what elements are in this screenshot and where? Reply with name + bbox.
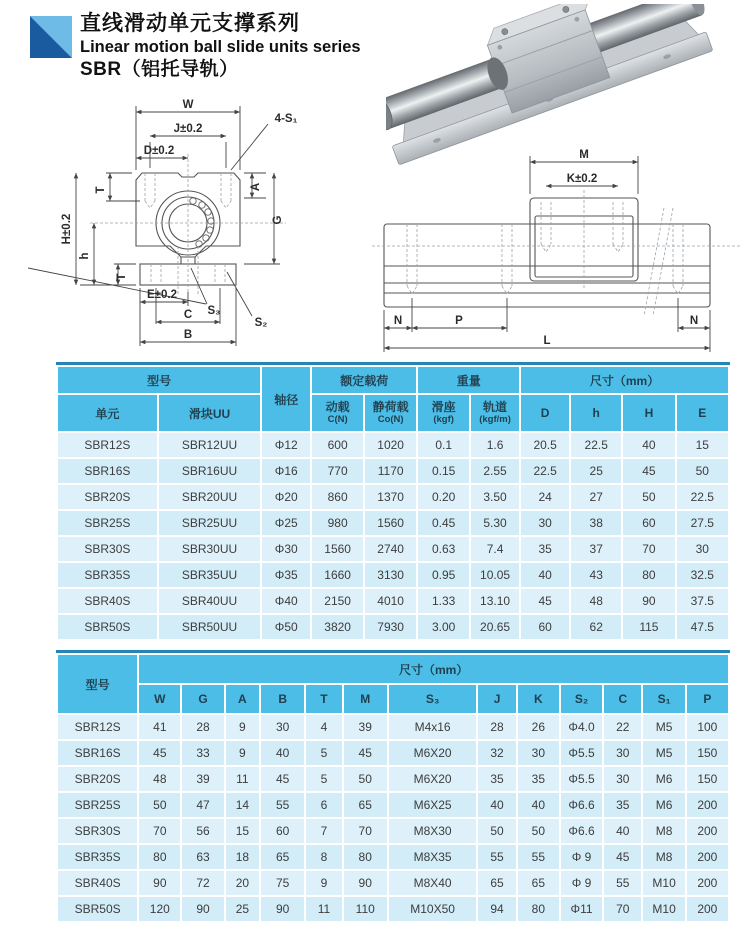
column-header-slide-weight xyxy=(418,395,469,431)
table-cell: 62 xyxy=(571,615,621,639)
table-cell: 8 xyxy=(306,845,341,869)
table-cell: 200 xyxy=(687,793,728,817)
table-row xyxy=(58,511,728,535)
column-header-block: 滑块UU xyxy=(159,395,260,431)
model-cell: SBR12S xyxy=(58,715,137,739)
table-cell: 120 xyxy=(139,897,180,921)
table-cell: 1560 xyxy=(312,537,363,561)
table-cell: 35 xyxy=(521,537,569,561)
table-cell: 770 xyxy=(312,459,363,483)
page-subtitle: SBR（铝托导轨） xyxy=(80,58,239,80)
table-cell: 60 xyxy=(623,511,674,535)
table-cell: 200 xyxy=(687,819,728,843)
table-cell: 45 xyxy=(139,741,180,765)
table-cell: 38 xyxy=(571,511,621,535)
table-cell: 40 xyxy=(518,793,559,817)
column-header-static-load xyxy=(365,395,416,431)
table-cell: 18 xyxy=(226,845,259,869)
table-cell: M10X50 xyxy=(389,897,477,921)
rail-outline xyxy=(384,224,710,307)
table-cell: 55 xyxy=(604,871,641,895)
table-cell: 27.5 xyxy=(677,511,728,535)
table-cell: 0.1 xyxy=(418,433,469,457)
table-row xyxy=(58,871,728,895)
table-cell: 32 xyxy=(478,741,515,765)
column-group-dimensions: 尺寸（mm） xyxy=(139,655,728,683)
table-row xyxy=(58,459,728,483)
table-cell: 33 xyxy=(182,741,223,765)
table-cell: 0.20 xyxy=(418,485,469,509)
table-cell: 2740 xyxy=(365,537,416,561)
spec-table-1 xyxy=(56,365,730,641)
column-header-h: h xyxy=(571,395,621,431)
dim-p: P xyxy=(455,315,463,327)
column-group-rated-load: 额定载荷 xyxy=(312,367,416,393)
table-cell: Φ35 xyxy=(262,563,310,587)
table-cell: 9 xyxy=(226,715,259,739)
column-header: W xyxy=(139,685,180,713)
table-cell: 14 xyxy=(226,793,259,817)
table-row xyxy=(58,563,728,587)
table-cell: 72 xyxy=(182,871,223,895)
table-cell: Φ20 xyxy=(262,485,310,509)
table-cell: 70 xyxy=(139,819,180,843)
table-cell: Φ5.5 xyxy=(561,741,602,765)
table-cell: 150 xyxy=(687,767,728,791)
table-cell: 65 xyxy=(518,871,559,895)
model-cell: SBR40S xyxy=(58,871,137,895)
table-cell: Φ6.6 xyxy=(561,793,602,817)
table-cell: 45 xyxy=(344,741,387,765)
table-cell: SBR50UU xyxy=(159,615,260,639)
table-cell: 50 xyxy=(518,819,559,843)
table-cell: SBR40UU xyxy=(159,589,260,613)
table-cell: 20.65 xyxy=(471,615,519,639)
table-cell: M8 xyxy=(643,819,684,843)
table-cell: 0.45 xyxy=(418,511,469,535)
header-sub: (kgf) xyxy=(433,413,454,425)
dimension-labels xyxy=(61,99,298,341)
model-cell: SBR16S xyxy=(58,741,137,765)
header-sub: (kgf/m) xyxy=(479,413,511,425)
table-cell: 35 xyxy=(604,793,641,817)
table-cell: 200 xyxy=(687,845,728,869)
table-cell: 65 xyxy=(261,845,304,869)
model-cell: SBR50S xyxy=(58,897,137,921)
table-cell: 30 xyxy=(677,537,728,561)
table-cell: M6X20 xyxy=(389,767,477,791)
table-cell: 1660 xyxy=(312,563,363,587)
table-cell: 150 xyxy=(687,741,728,765)
model-cell: SBR12S xyxy=(58,433,157,457)
table-cell: 25 xyxy=(226,897,259,921)
table-cell: M4x16 xyxy=(389,715,477,739)
table-cell: M10 xyxy=(643,897,684,921)
table-cell: Φ16 xyxy=(262,459,310,483)
column-header: J xyxy=(478,685,515,713)
table-cell: M5 xyxy=(643,741,684,765)
table-cell: 9 xyxy=(306,871,341,895)
table-cell: 60 xyxy=(521,615,569,639)
dim-m: M xyxy=(579,149,589,161)
table-cell: SBR30UU xyxy=(159,537,260,561)
page-title-en: Linear motion ball slide units series xyxy=(80,37,361,56)
table-row xyxy=(58,589,728,613)
table-cell: 40 xyxy=(623,433,674,457)
table-cell: 39 xyxy=(344,715,387,739)
model-cell: SBR30S xyxy=(58,537,157,561)
dim-j: J±0.2 xyxy=(173,123,203,135)
table-cell: 27 xyxy=(571,485,621,509)
table-cell: 55 xyxy=(518,845,559,869)
column-header: S₁ xyxy=(643,685,684,713)
table-row xyxy=(58,741,728,765)
table2-header-row-1 xyxy=(58,655,728,683)
table-cell: M6X20 xyxy=(389,741,477,765)
table1-header-row-1 xyxy=(58,367,728,393)
column-header: S₃ xyxy=(389,685,477,713)
header-sub: C(N) xyxy=(327,413,348,425)
table-cell: 7 xyxy=(306,819,341,843)
table-cell: 0.15 xyxy=(418,459,469,483)
table-cell: 7930 xyxy=(365,615,416,639)
spec-table-2 xyxy=(56,653,730,923)
dim-t-bottom: T xyxy=(116,273,128,281)
page-title-cn: 直线滑动单元支撑系列 xyxy=(80,12,300,35)
model-cell: SBR20S xyxy=(58,485,157,509)
table-cell: 20 xyxy=(226,871,259,895)
table-cell: Φ6.6 xyxy=(561,819,602,843)
table-row xyxy=(58,767,728,791)
dim-c: C xyxy=(183,309,193,321)
table-cell: Φ5.5 xyxy=(561,767,602,791)
dim-s1: 4-S₁ xyxy=(274,113,298,125)
model-cell: SBR25S xyxy=(58,511,157,535)
table-cell: 6 xyxy=(306,793,341,817)
table-cell: 32.5 xyxy=(677,563,728,587)
table-cell: 15 xyxy=(226,819,259,843)
table-row xyxy=(58,793,728,817)
header-main: 轨道 xyxy=(483,399,508,414)
table-cell: 22.5 xyxy=(571,433,621,457)
table-cell: 70 xyxy=(604,897,641,921)
column-header-H: H xyxy=(623,395,674,431)
table-cell: 24 xyxy=(521,485,569,509)
table-cell: 30 xyxy=(604,741,641,765)
table-row xyxy=(58,537,728,561)
dim-w: W xyxy=(182,99,194,111)
table-cell: 80 xyxy=(344,845,387,869)
product-photo xyxy=(386,4,726,196)
table-cell: 10.05 xyxy=(471,563,519,587)
table-cell: Φ4.0 xyxy=(561,715,602,739)
dim-s2: S₂ xyxy=(254,317,268,329)
column-group-model: 型号 xyxy=(58,367,260,393)
header-main: 静荷载 xyxy=(372,399,409,414)
table-cell: M6X25 xyxy=(389,793,477,817)
column-header: C xyxy=(604,685,641,713)
table-cell: 50 xyxy=(344,767,387,791)
table-cell: 47.5 xyxy=(677,615,728,639)
table-cell: 2150 xyxy=(312,589,363,613)
table-cell: SBR16UU xyxy=(159,459,260,483)
table-cell: M8X35 xyxy=(389,845,477,869)
table-cell: 50 xyxy=(478,819,515,843)
table-cell: 5.30 xyxy=(471,511,519,535)
model-cell: SBR20S xyxy=(58,767,137,791)
table-cell: Φ30 xyxy=(262,537,310,561)
table-cell: 20.5 xyxy=(521,433,569,457)
table-cell: 39 xyxy=(182,767,223,791)
table-cell: 40 xyxy=(604,819,641,843)
table-row xyxy=(58,897,728,921)
dim-h: h xyxy=(79,252,91,260)
table-cell: 30 xyxy=(261,715,304,739)
dim-a: A xyxy=(250,182,262,192)
header-main: 动载 xyxy=(325,399,350,414)
table-cell: 30 xyxy=(521,511,569,535)
table-cell: 860 xyxy=(312,485,363,509)
header-sub: Co(N) xyxy=(377,413,404,425)
table-cell: 80 xyxy=(139,845,180,869)
table-cell: 45 xyxy=(623,459,674,483)
column-header: K xyxy=(518,685,559,713)
table-cell: Φ11 xyxy=(561,897,602,921)
table-cell: 40 xyxy=(261,741,304,765)
table-cell: 22 xyxy=(604,715,641,739)
table-cell: M8X30 xyxy=(389,819,477,843)
table-cell: 3820 xyxy=(312,615,363,639)
table-cell: M6 xyxy=(643,793,684,817)
table-cell: Φ 9 xyxy=(561,845,602,869)
table-row xyxy=(58,845,728,869)
table2-header-row-2 xyxy=(58,685,728,713)
table-cell: 9 xyxy=(226,741,259,765)
table-cell: Φ25 xyxy=(262,511,310,535)
column-header-rail-weight xyxy=(471,395,519,431)
spec-table-2-wrapper xyxy=(56,650,730,923)
table-cell: M8 xyxy=(643,845,684,869)
table-cell: 3.50 xyxy=(471,485,519,509)
table-cell: 41 xyxy=(139,715,180,739)
table-cell: 200 xyxy=(687,871,728,895)
table-cell: 5 xyxy=(306,767,341,791)
header-main: 滑座 xyxy=(431,399,456,414)
spec-table-1-wrapper xyxy=(56,362,730,641)
column-header: M xyxy=(344,685,387,713)
brand-logo xyxy=(30,16,72,58)
column-header-unit: 单元 xyxy=(58,395,157,431)
column-header-model: 型号 xyxy=(58,655,137,713)
side-hidden-lines xyxy=(372,190,742,316)
table-cell: 37 xyxy=(571,537,621,561)
table-cell: 3130 xyxy=(365,563,416,587)
column-header: B xyxy=(261,685,304,713)
table-cell: 1170 xyxy=(365,459,416,483)
dim-b: B xyxy=(183,329,193,341)
table-cell: 60 xyxy=(261,819,304,843)
dim-e: E±0.2 xyxy=(147,289,177,301)
column-header: T xyxy=(306,685,341,713)
table-cell: 80 xyxy=(518,897,559,921)
table-cell: 90 xyxy=(182,897,223,921)
table-cell: 70 xyxy=(623,537,674,561)
page-header xyxy=(80,12,361,80)
table-cell: Φ40 xyxy=(262,589,310,613)
column-group-weight: 重量 xyxy=(418,367,519,393)
table-cell: 22.5 xyxy=(677,485,728,509)
model-cell: SBR25S xyxy=(58,793,137,817)
table-cell: 80 xyxy=(623,563,674,587)
table-cell: 13.10 xyxy=(471,589,519,613)
column-header-D: D xyxy=(521,395,569,431)
table-cell: 26 xyxy=(518,715,559,739)
column-group-dimensions: 尺寸（mm） xyxy=(521,367,728,393)
table-cell: 2.55 xyxy=(471,459,519,483)
table-cell: Φ12 xyxy=(262,433,310,457)
table-cell: 56 xyxy=(182,819,223,843)
table-cell: M6 xyxy=(643,767,684,791)
table-row xyxy=(58,485,728,509)
table-cell: SBR20UU xyxy=(159,485,260,509)
table-cell: 48 xyxy=(571,589,621,613)
column-header-E: E xyxy=(677,395,728,431)
table-cell: 47 xyxy=(182,793,223,817)
column-header: P xyxy=(687,685,728,713)
column-header-shaft-dia: 轴径 xyxy=(262,367,310,431)
table-cell: 4010 xyxy=(365,589,416,613)
dim-t-top: T xyxy=(95,186,107,194)
table-cell: 65 xyxy=(344,793,387,817)
table-cell: 5 xyxy=(306,741,341,765)
table-cell: 43 xyxy=(571,563,621,587)
model-cell: SBR40S xyxy=(58,589,157,613)
dim-l: L xyxy=(543,335,551,347)
column-header: S₂ xyxy=(561,685,602,713)
table-cell: 45 xyxy=(521,589,569,613)
table-cell: 1370 xyxy=(365,485,416,509)
table-cell: 1560 xyxy=(365,511,416,535)
table1-header-row-2 xyxy=(58,395,728,431)
dim-n-right: N xyxy=(689,315,699,327)
table-cell: 90 xyxy=(261,897,304,921)
table-cell: 28 xyxy=(478,715,515,739)
table-cell: M8X40 xyxy=(389,871,477,895)
dim-g: G xyxy=(272,215,284,225)
table-cell: 45 xyxy=(261,767,304,791)
column-header: G xyxy=(182,685,223,713)
dim-s3: S₃ xyxy=(207,305,221,317)
table-cell: 90 xyxy=(344,871,387,895)
front-view-diagram xyxy=(28,96,330,356)
dim-n-left: N xyxy=(393,315,403,327)
table-cell: 30 xyxy=(518,741,559,765)
table-cell: M5 xyxy=(643,715,684,739)
table-cell: 50 xyxy=(139,793,180,817)
table-row xyxy=(58,715,728,739)
table-cell: 1.33 xyxy=(418,589,469,613)
table-cell: 45 xyxy=(604,845,641,869)
table-row xyxy=(58,819,728,843)
table-cell: 35 xyxy=(478,767,515,791)
table-cell: 75 xyxy=(261,871,304,895)
table-cell: 110 xyxy=(344,897,387,921)
table-cell: 90 xyxy=(623,589,674,613)
table-row xyxy=(58,615,728,639)
table-cell: SBR35UU xyxy=(159,563,260,587)
table-cell: 28 xyxy=(182,715,223,739)
table-cell: 40 xyxy=(478,793,515,817)
table-cell: 1020 xyxy=(365,433,416,457)
table-cell: 50 xyxy=(623,485,674,509)
table-cell: 63 xyxy=(182,845,223,869)
table-cell: SBR12UU xyxy=(159,433,260,457)
model-cell: SBR35S xyxy=(58,563,157,587)
table-cell: 55 xyxy=(261,793,304,817)
table-cell: 11 xyxy=(306,897,341,921)
dim-h-total: H±0.2 xyxy=(61,213,73,245)
table-cell: Φ50 xyxy=(262,615,310,639)
table-cell: 200 xyxy=(687,897,728,921)
dim-d: D±0.2 xyxy=(143,145,175,157)
table-cell: 7.4 xyxy=(471,537,519,561)
table-cell: 65 xyxy=(478,871,515,895)
model-cell: SBR35S xyxy=(58,845,137,869)
table-cell: 48 xyxy=(139,767,180,791)
table-cell: 55 xyxy=(478,845,515,869)
table-cell: 600 xyxy=(312,433,363,457)
table-cell: 0.95 xyxy=(418,563,469,587)
table-cell: 37.5 xyxy=(677,589,728,613)
table-cell: 980 xyxy=(312,511,363,535)
table-cell: 4 xyxy=(306,715,341,739)
table-cell: 35 xyxy=(518,767,559,791)
column-header: A xyxy=(226,685,259,713)
table-cell: 115 xyxy=(623,615,674,639)
table-cell: SBR25UU xyxy=(159,511,260,535)
model-cell: SBR50S xyxy=(58,615,157,639)
table-cell: 100 xyxy=(687,715,728,739)
model-cell: SBR30S xyxy=(58,819,137,843)
table-cell: 22.5 xyxy=(521,459,569,483)
dim-k: K±0.2 xyxy=(566,173,598,185)
table-cell: 90 xyxy=(139,871,180,895)
table-cell: 0.63 xyxy=(418,537,469,561)
table-cell: 15 xyxy=(677,433,728,457)
table-cell: 1.6 xyxy=(471,433,519,457)
table-cell: 70 xyxy=(344,819,387,843)
table-cell: M10 xyxy=(643,871,684,895)
photo-assembly xyxy=(386,4,720,167)
table-cell: 50 xyxy=(677,459,728,483)
table-cell: 30 xyxy=(604,767,641,791)
table-cell: 3.00 xyxy=(418,615,469,639)
table-cell: 94 xyxy=(478,897,515,921)
table-cell: 25 xyxy=(571,459,621,483)
table-cell: 11 xyxy=(226,767,259,791)
column-header-dynamic-load xyxy=(312,395,363,431)
table-cell: Φ 9 xyxy=(561,871,602,895)
table-cell: 40 xyxy=(521,563,569,587)
model-cell: SBR16S xyxy=(58,459,157,483)
table-row xyxy=(58,433,728,457)
